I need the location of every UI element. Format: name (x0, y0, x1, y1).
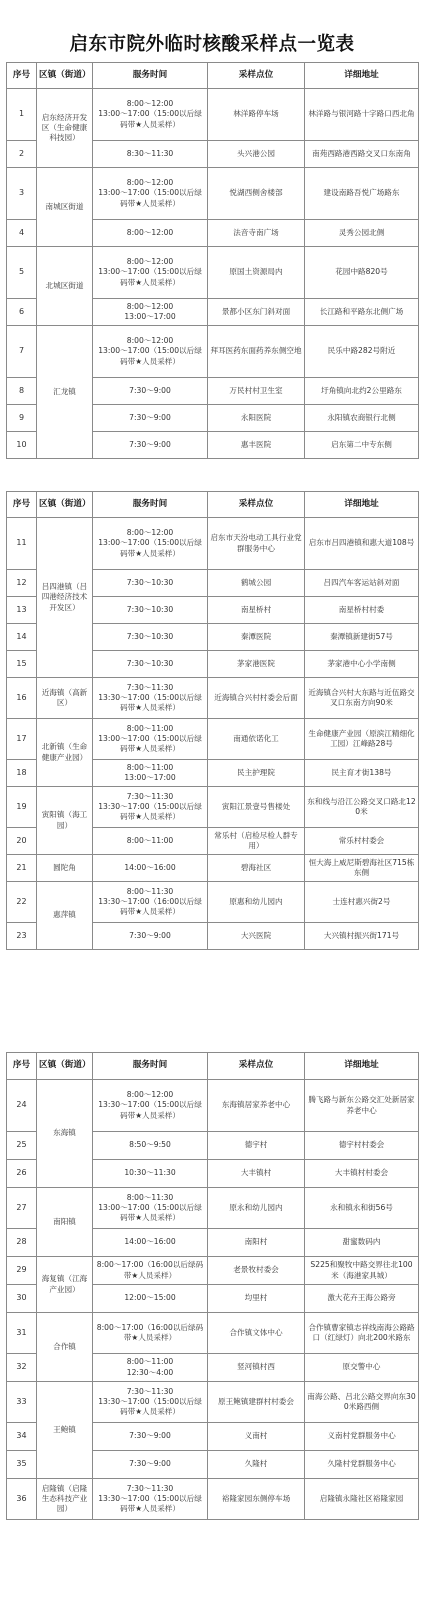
time-cell: 8:00～12:00 13:00～17:00 (93, 299, 208, 326)
district-cell: 寅阳镇（海工园） (37, 787, 93, 855)
address-cell: 久隆村党群服务中心 (305, 1451, 419, 1479)
address-cell: 德宇村村委会 (305, 1132, 419, 1160)
column-header: 服务时间 (93, 492, 208, 518)
no-cell: 7 (7, 326, 37, 378)
site-cell: 拜耳医药东面药养东侧空地 (208, 326, 305, 378)
site-cell: 碧海社区 (208, 855, 305, 882)
address-cell: 秦潭镇新建街57号 (305, 624, 419, 651)
no-cell: 4 (7, 220, 37, 247)
site-cell: 近海镇合兴村村委会后面 (208, 678, 305, 719)
time-cell: 8:00～11:30 13:30～17:00（16:00以后绿码带★人员采样） (93, 882, 208, 923)
column-header: 详细地址 (305, 1053, 419, 1080)
address-cell: 腾飞路与新东公路交汇处新居家养老中心 (305, 1080, 419, 1132)
district-cell: 合作镇 (37, 1313, 93, 1382)
district-cell: 南阳镇 (37, 1188, 93, 1257)
time-cell: 12:00～15:00 (93, 1285, 208, 1313)
no-cell: 32 (7, 1354, 37, 1382)
time-cell: 7:30～10:30 (93, 624, 208, 651)
no-cell: 27 (7, 1188, 37, 1229)
site-cell: 大丰镇村 (208, 1160, 305, 1188)
time-cell: 7:30～9:00 (93, 1423, 208, 1451)
page-title: 启东市院外临时核酸采样点一览表 (69, 34, 355, 55)
site-cell: 秦潭医院 (208, 624, 305, 651)
no-cell: 30 (7, 1285, 37, 1313)
time-cell: 14:00～16:00 (93, 855, 208, 882)
site-cell: 林洋路停车场 (208, 89, 305, 141)
address-cell: 茅家港中心小学南侧 (305, 651, 419, 678)
time-cell: 8:50～9:50 (93, 1132, 208, 1160)
site-cell: 悦湖西侧舍楼部 (208, 168, 305, 220)
address-cell: 近海镇合兴村大东路与近伍路交叉口东南方向90米 (305, 678, 419, 719)
site-cell: 大兴医院 (208, 923, 305, 950)
column-header: 详细地址 (305, 63, 419, 89)
address-cell: 南苑西路港西路交叉口东南角 (305, 141, 419, 168)
district-cell: 北新镇（生命健康产业园） (37, 719, 93, 787)
time-cell: 8:00～12:00 13:00～17:00（15:00以后绿码带★人员采样） (93, 518, 208, 570)
address-cell: 建设南路吾悦广场路东 (305, 168, 419, 220)
column-header: 服务时间 (93, 1053, 208, 1080)
table-row (7, 1313, 419, 1354)
table-row (7, 678, 419, 719)
column-header: 服务时间 (93, 63, 208, 89)
table-row (7, 719, 419, 760)
column-header: 区镇（街道） (37, 492, 93, 518)
no-cell: 25 (7, 1132, 37, 1160)
time-cell: 8:00～11:00 13:00～17:00 (93, 760, 208, 787)
district-cell: 海复镇（江海产业园） (37, 1257, 93, 1313)
no-cell: 12 (7, 570, 37, 597)
no-cell: 1 (7, 89, 37, 141)
no-cell: 3 (7, 168, 37, 220)
table-row (7, 518, 419, 570)
no-cell: 20 (7, 828, 37, 855)
address-cell: 民乐中路282号附近 (305, 326, 419, 378)
district-cell: 北城区街道 (37, 247, 93, 326)
table-header-row (7, 63, 419, 89)
site-cell: 义南村 (208, 1423, 305, 1451)
no-cell: 13 (7, 597, 37, 624)
district-cell: 王鲍镇 (37, 1382, 93, 1479)
site-cell: 寅阳江景壹号售楼处 (208, 787, 305, 828)
time-cell: 7:30～9:00 (93, 378, 208, 405)
column-header: 区镇（街道） (37, 63, 93, 89)
table-row (7, 882, 419, 923)
no-cell: 35 (7, 1451, 37, 1479)
district-cell: 东海镇 (37, 1080, 93, 1188)
time-cell: 7:30～11:30 13:30～17:00（15:00以后绿码带★人员采样） (93, 1479, 208, 1520)
address-cell: 圩角镇向北约2公里路东 (305, 378, 419, 405)
address-cell: 激大花卉王海公路旁 (305, 1285, 419, 1313)
site-cell: 南星桥村 (208, 597, 305, 624)
no-cell: 31 (7, 1313, 37, 1354)
table-header-row (7, 1053, 419, 1080)
time-cell: 10:30～11:30 (93, 1160, 208, 1188)
address-cell: 永阳镇农商银行北侧 (305, 405, 419, 432)
address-cell: 原交警中心 (305, 1354, 419, 1382)
site-cell: 东海镇居家养老中心 (208, 1080, 305, 1132)
no-cell: 19 (7, 787, 37, 828)
table-row (7, 855, 419, 882)
address-cell: 恒大海上威尼斯碧海社区715栋东侧 (305, 855, 419, 882)
column-header: 序号 (7, 63, 37, 89)
sampling-table-3 (6, 1052, 419, 1520)
district-cell: 近海镇（高新区） (37, 678, 93, 719)
address-cell: 灵秀公园北侧 (305, 220, 419, 247)
address-cell: S225和聚牧中路交界往北100米（海港家具城） (305, 1257, 419, 1285)
site-cell: 合作镇文体中心 (208, 1313, 305, 1354)
site-cell: 竖河镇村西 (208, 1354, 305, 1382)
sampling-table-1 (6, 62, 419, 459)
site-cell: 德宇村 (208, 1132, 305, 1160)
no-cell: 34 (7, 1423, 37, 1451)
time-cell: 8:00～12:00 13:30～17:00（15:00以后绿码带★人员采样） (93, 1080, 208, 1132)
time-cell: 7:30～11:30 13:30～17:00（15:00以后绿码带★人员采样） (93, 1382, 208, 1423)
time-cell: 8:00～11:30 13:00～17:00（15:00以后绿码带★人员采样） (93, 1188, 208, 1229)
site-cell: 原国土资源局内 (208, 247, 305, 299)
column-header: 采样点位 (208, 63, 305, 89)
no-cell: 10 (7, 432, 37, 459)
no-cell: 18 (7, 760, 37, 787)
time-cell: 8:00～11:00 12:30～4:00 (93, 1354, 208, 1382)
site-cell: 原王鲍镇建群村村委会 (208, 1382, 305, 1423)
column-header: 采样点位 (208, 1053, 305, 1080)
no-cell: 23 (7, 923, 37, 950)
site-cell: 久隆村 (208, 1451, 305, 1479)
no-cell: 14 (7, 624, 37, 651)
site-cell: 民主护理院 (208, 760, 305, 787)
no-cell: 17 (7, 719, 37, 760)
time-cell: 7:30～9:00 (93, 432, 208, 459)
no-cell: 5 (7, 247, 37, 299)
district-cell: 圆陀角 (37, 855, 93, 882)
site-cell: 原惠和幼儿园内 (208, 882, 305, 923)
table-row (7, 1479, 419, 1520)
time-cell: 8:00～11:00 (93, 828, 208, 855)
address-cell: 南星桥村村委 (305, 597, 419, 624)
district-cell: 吕四港镇（吕四港经济技术开发区） (37, 518, 93, 678)
time-cell: 14:00～16:00 (93, 1229, 208, 1257)
site-cell: 启东市天汾电动工具行业党群服务中心 (208, 518, 305, 570)
address-cell: 永和镇永和街56号 (305, 1188, 419, 1229)
table-row (7, 1257, 419, 1285)
table-row (7, 1188, 419, 1229)
site-cell: 常乐村（启检尽检人群专用） (208, 828, 305, 855)
address-cell: 启东市吕四港镇和惠大道108号 (305, 518, 419, 570)
column-header: 详细地址 (305, 492, 419, 518)
no-cell: 8 (7, 378, 37, 405)
no-cell: 6 (7, 299, 37, 326)
table-row (7, 168, 419, 220)
table-row (7, 1080, 419, 1132)
site-cell: 永阳医院 (208, 405, 305, 432)
no-cell: 28 (7, 1229, 37, 1257)
district-cell: 启东经济开发区（生命健康科技园） (37, 89, 93, 168)
time-cell: 7:30～9:00 (93, 923, 208, 950)
time-cell: 8:00～12:00 (93, 220, 208, 247)
site-cell: 头兴港公园 (208, 141, 305, 168)
time-cell: 7:30～10:30 (93, 597, 208, 624)
column-header: 采样点位 (208, 492, 305, 518)
address-cell: 吕四汽车客运站斜对面 (305, 570, 419, 597)
time-cell: 8:00～12:00 13:00～17:00（15:00以后绿码带★人员采样） (93, 326, 208, 378)
table-header-row (7, 492, 419, 518)
address-cell: 大丰镇村村委会 (305, 1160, 419, 1188)
table-row (7, 787, 419, 828)
column-header: 序号 (7, 1053, 37, 1080)
time-cell: 7:30～10:30 (93, 651, 208, 678)
site-cell: 茅家港医院 (208, 651, 305, 678)
site-cell: 裕隆家园东侧停车场 (208, 1479, 305, 1520)
address-cell: 甜蜜数码内 (305, 1229, 419, 1257)
table-row (7, 89, 419, 141)
time-cell: 7:30～9:00 (93, 405, 208, 432)
time-cell: 7:30～11:30 13:30～17:00（15:00以后绿码带★人员采样） (93, 787, 208, 828)
address-cell: 东和线与沿江公路交叉口路北120米 (305, 787, 419, 828)
address-cell: 南海公路、吕北公路交界向东300米路西侧 (305, 1382, 419, 1423)
site-cell: 鹤城公园 (208, 570, 305, 597)
site-cell: 万民村村卫生室 (208, 378, 305, 405)
time-cell: 7:30～11:30 13:30～17:00（15:00以后绿码带★人员采样） (93, 678, 208, 719)
address-cell: 林洋路与银河路十字路口西北角 (305, 89, 419, 141)
time-cell: 8:30～11:30 (93, 141, 208, 168)
column-header: 序号 (7, 492, 37, 518)
no-cell: 16 (7, 678, 37, 719)
address-cell: 义南村党群服务中心 (305, 1423, 419, 1451)
table-row (7, 1382, 419, 1423)
no-cell: 2 (7, 141, 37, 168)
table-row (7, 326, 419, 378)
site-cell: 惠丰医院 (208, 432, 305, 459)
time-cell: 7:30～10:30 (93, 570, 208, 597)
time-cell: 8:00～12:00 13:00～17:00（15:00以后绿码带★人员采样） (93, 168, 208, 220)
address-cell: 启东第二中专东侧 (305, 432, 419, 459)
site-cell: 景都小区东门斜对面 (208, 299, 305, 326)
address-cell: 常乐村村委会 (305, 828, 419, 855)
district-cell: 启隆镇（启隆生态科技产业园） (37, 1479, 93, 1520)
sampling-table-2 (6, 491, 419, 950)
address-cell: 合作镇曹家镇志祥线南海公路路口（红绿灯）向北200米路东 (305, 1313, 419, 1354)
no-cell: 9 (7, 405, 37, 432)
no-cell: 11 (7, 518, 37, 570)
district-cell: 惠萍镇 (37, 882, 93, 950)
no-cell: 24 (7, 1080, 37, 1132)
district-cell: 南城区街道 (37, 168, 93, 247)
time-cell: 8:00～17:00（16:00以后绿码带★人员采样） (93, 1313, 208, 1354)
address-cell: 大兴镇村振兴街171号 (305, 923, 419, 950)
no-cell: 33 (7, 1382, 37, 1423)
time-cell: 7:30～9:00 (93, 1451, 208, 1479)
district-cell: 汇龙镇 (37, 326, 93, 459)
table-row (7, 247, 419, 299)
no-cell: 21 (7, 855, 37, 882)
time-cell: 8:00～11:00 13:00～17:00（15:00以后绿码带★人员采样） (93, 719, 208, 760)
address-cell: 生命健康产业园（原滨江精细化工园）江峰路28号 (305, 719, 419, 760)
site-cell: 老景牧村委会 (208, 1257, 305, 1285)
time-cell: 8:00～17:00（16:00以后绿码带★人员采样） (93, 1257, 208, 1285)
address-cell: 长江路和平路东北侧广场 (305, 299, 419, 326)
site-cell: 法音寺南广场 (208, 220, 305, 247)
column-header: 区镇（街道） (37, 1053, 93, 1080)
site-cell: 均里村 (208, 1285, 305, 1313)
address-cell: 启隆镇永隆社区裕隆家园 (305, 1479, 419, 1520)
no-cell: 26 (7, 1160, 37, 1188)
time-cell: 8:00～12:00 13:00～17:00（15:00以后绿码带★人员采样） (93, 89, 208, 141)
site-cell: 原永和幼儿园内 (208, 1188, 305, 1229)
address-cell: 花园中路820号 (305, 247, 419, 299)
site-cell: 南通依诺化工 (208, 719, 305, 760)
no-cell: 29 (7, 1257, 37, 1285)
time-cell: 8:00～12:00 13:00～17:00（15:00以后绿码带★人员采样） (93, 247, 208, 299)
no-cell: 36 (7, 1479, 37, 1520)
no-cell: 15 (7, 651, 37, 678)
no-cell: 22 (7, 882, 37, 923)
site-cell: 南阳村 (208, 1229, 305, 1257)
address-cell: 士连村惠兴街2号 (305, 882, 419, 923)
address-cell: 民主育才街138号 (305, 760, 419, 787)
